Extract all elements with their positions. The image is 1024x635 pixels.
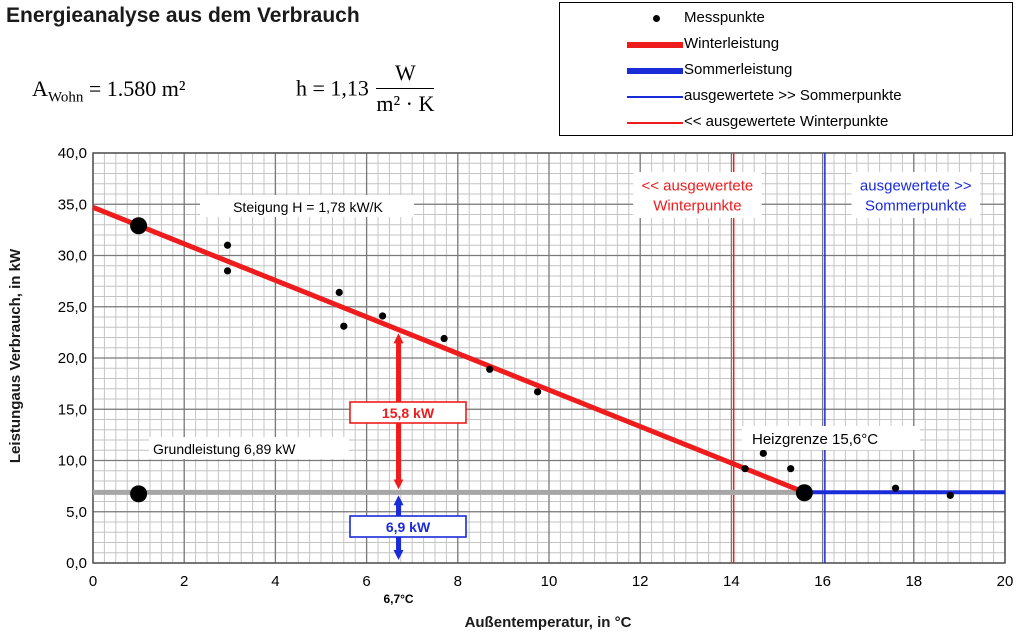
y-tick-label: 5,0	[66, 503, 87, 521]
data-point	[534, 388, 541, 395]
key-point	[130, 217, 147, 234]
ref-temp-label: 6,7°C	[383, 592, 414, 606]
data-point	[441, 335, 448, 342]
key-point	[130, 485, 147, 502]
chart-title: Energieanalyse aus dem Verbrauch	[6, 4, 360, 27]
data-point	[787, 465, 794, 472]
h-unit-denominator: m² · K	[376, 91, 435, 116]
grundleistung-annotation-text: Grundleistung 6,89 kW	[153, 441, 296, 457]
data-point	[892, 485, 899, 492]
heizgrenze-annotation-text: Heizgrenze 15,6°C	[752, 431, 879, 448]
winter-delta-label-text: 15,8 kW	[381, 405, 435, 421]
winter-region-label	[633, 172, 762, 218]
legend-label: Sommerleistung	[684, 61, 793, 78]
y-tick-label: 30,0	[57, 247, 87, 265]
base-delta-label	[350, 516, 466, 537]
x-axis-label: Außentemperatur, in °C	[464, 614, 632, 631]
data-point	[947, 492, 954, 499]
area-subscript: Wohn	[47, 89, 84, 106]
winter-delta-label	[350, 402, 466, 423]
y-tick-label: 10,0	[57, 452, 87, 470]
legend-label: Winterleistung	[684, 35, 780, 52]
data-point	[741, 465, 748, 472]
x-tick-label: 6	[362, 573, 371, 590]
winter-region-label-line: Winterpunkte	[653, 197, 742, 215]
data-point	[336, 289, 343, 296]
h-unit-numerator: W	[376, 60, 434, 89]
slope-annotation	[200, 195, 414, 217]
y-axis-label: Leistungaus Verbrauch, in kW	[7, 248, 24, 464]
h-value: h = 1,13	[296, 75, 369, 101]
summer-region-label-line: Sommerpunkte	[864, 197, 967, 215]
data-point	[760, 450, 767, 457]
x-tick-label: 10	[540, 573, 558, 590]
base-delta-label-text: 6,9 kW	[385, 519, 431, 535]
x-tick-label: 12	[631, 573, 649, 590]
x-tick-label: 0	[88, 573, 98, 590]
winter-region-label-line: << ausgewertete	[641, 177, 754, 195]
x-tick-label: 14	[723, 573, 740, 590]
y-tick-label: 20,0	[57, 350, 87, 367]
data-point	[340, 323, 347, 330]
y-tick-label: 15,0	[57, 401, 87, 419]
x-tick-label: 4	[271, 573, 280, 590]
x-tick-label: 2	[180, 573, 189, 590]
area-symbol: A	[32, 76, 48, 101]
y-tick-label: 0,0	[66, 555, 87, 572]
x-tick-label: 16	[814, 573, 831, 590]
summer-region-label-line: ausgewertete >>	[859, 177, 972, 195]
y-tick-label: 25,0	[57, 298, 87, 316]
data-point	[486, 366, 493, 373]
legend-label: << ausgewertete Winterpunkte	[684, 113, 889, 130]
grundleistung-annotation	[149, 437, 349, 459]
area-value: = 1.580 m²	[83, 76, 186, 101]
data-point	[224, 242, 231, 249]
summer-region-label	[852, 172, 981, 218]
slope-annotation-text: Steigung H = 1,78 kW/K	[233, 199, 383, 215]
x-tick-label: 18	[905, 573, 923, 590]
y-tick-label: 35,0	[57, 196, 87, 214]
x-tick-label: 8	[453, 573, 462, 590]
data-point	[224, 267, 231, 274]
heizgrenze-annotation	[742, 426, 920, 450]
x-tick-label: 20	[996, 573, 1014, 590]
legend-label: Messpunkte	[684, 9, 765, 26]
data-point	[379, 312, 386, 319]
key-point	[796, 484, 813, 501]
y-tick-label: 40,0	[57, 145, 87, 162]
legend-label: ausgewertete >> Sommerpunkte	[684, 87, 902, 104]
